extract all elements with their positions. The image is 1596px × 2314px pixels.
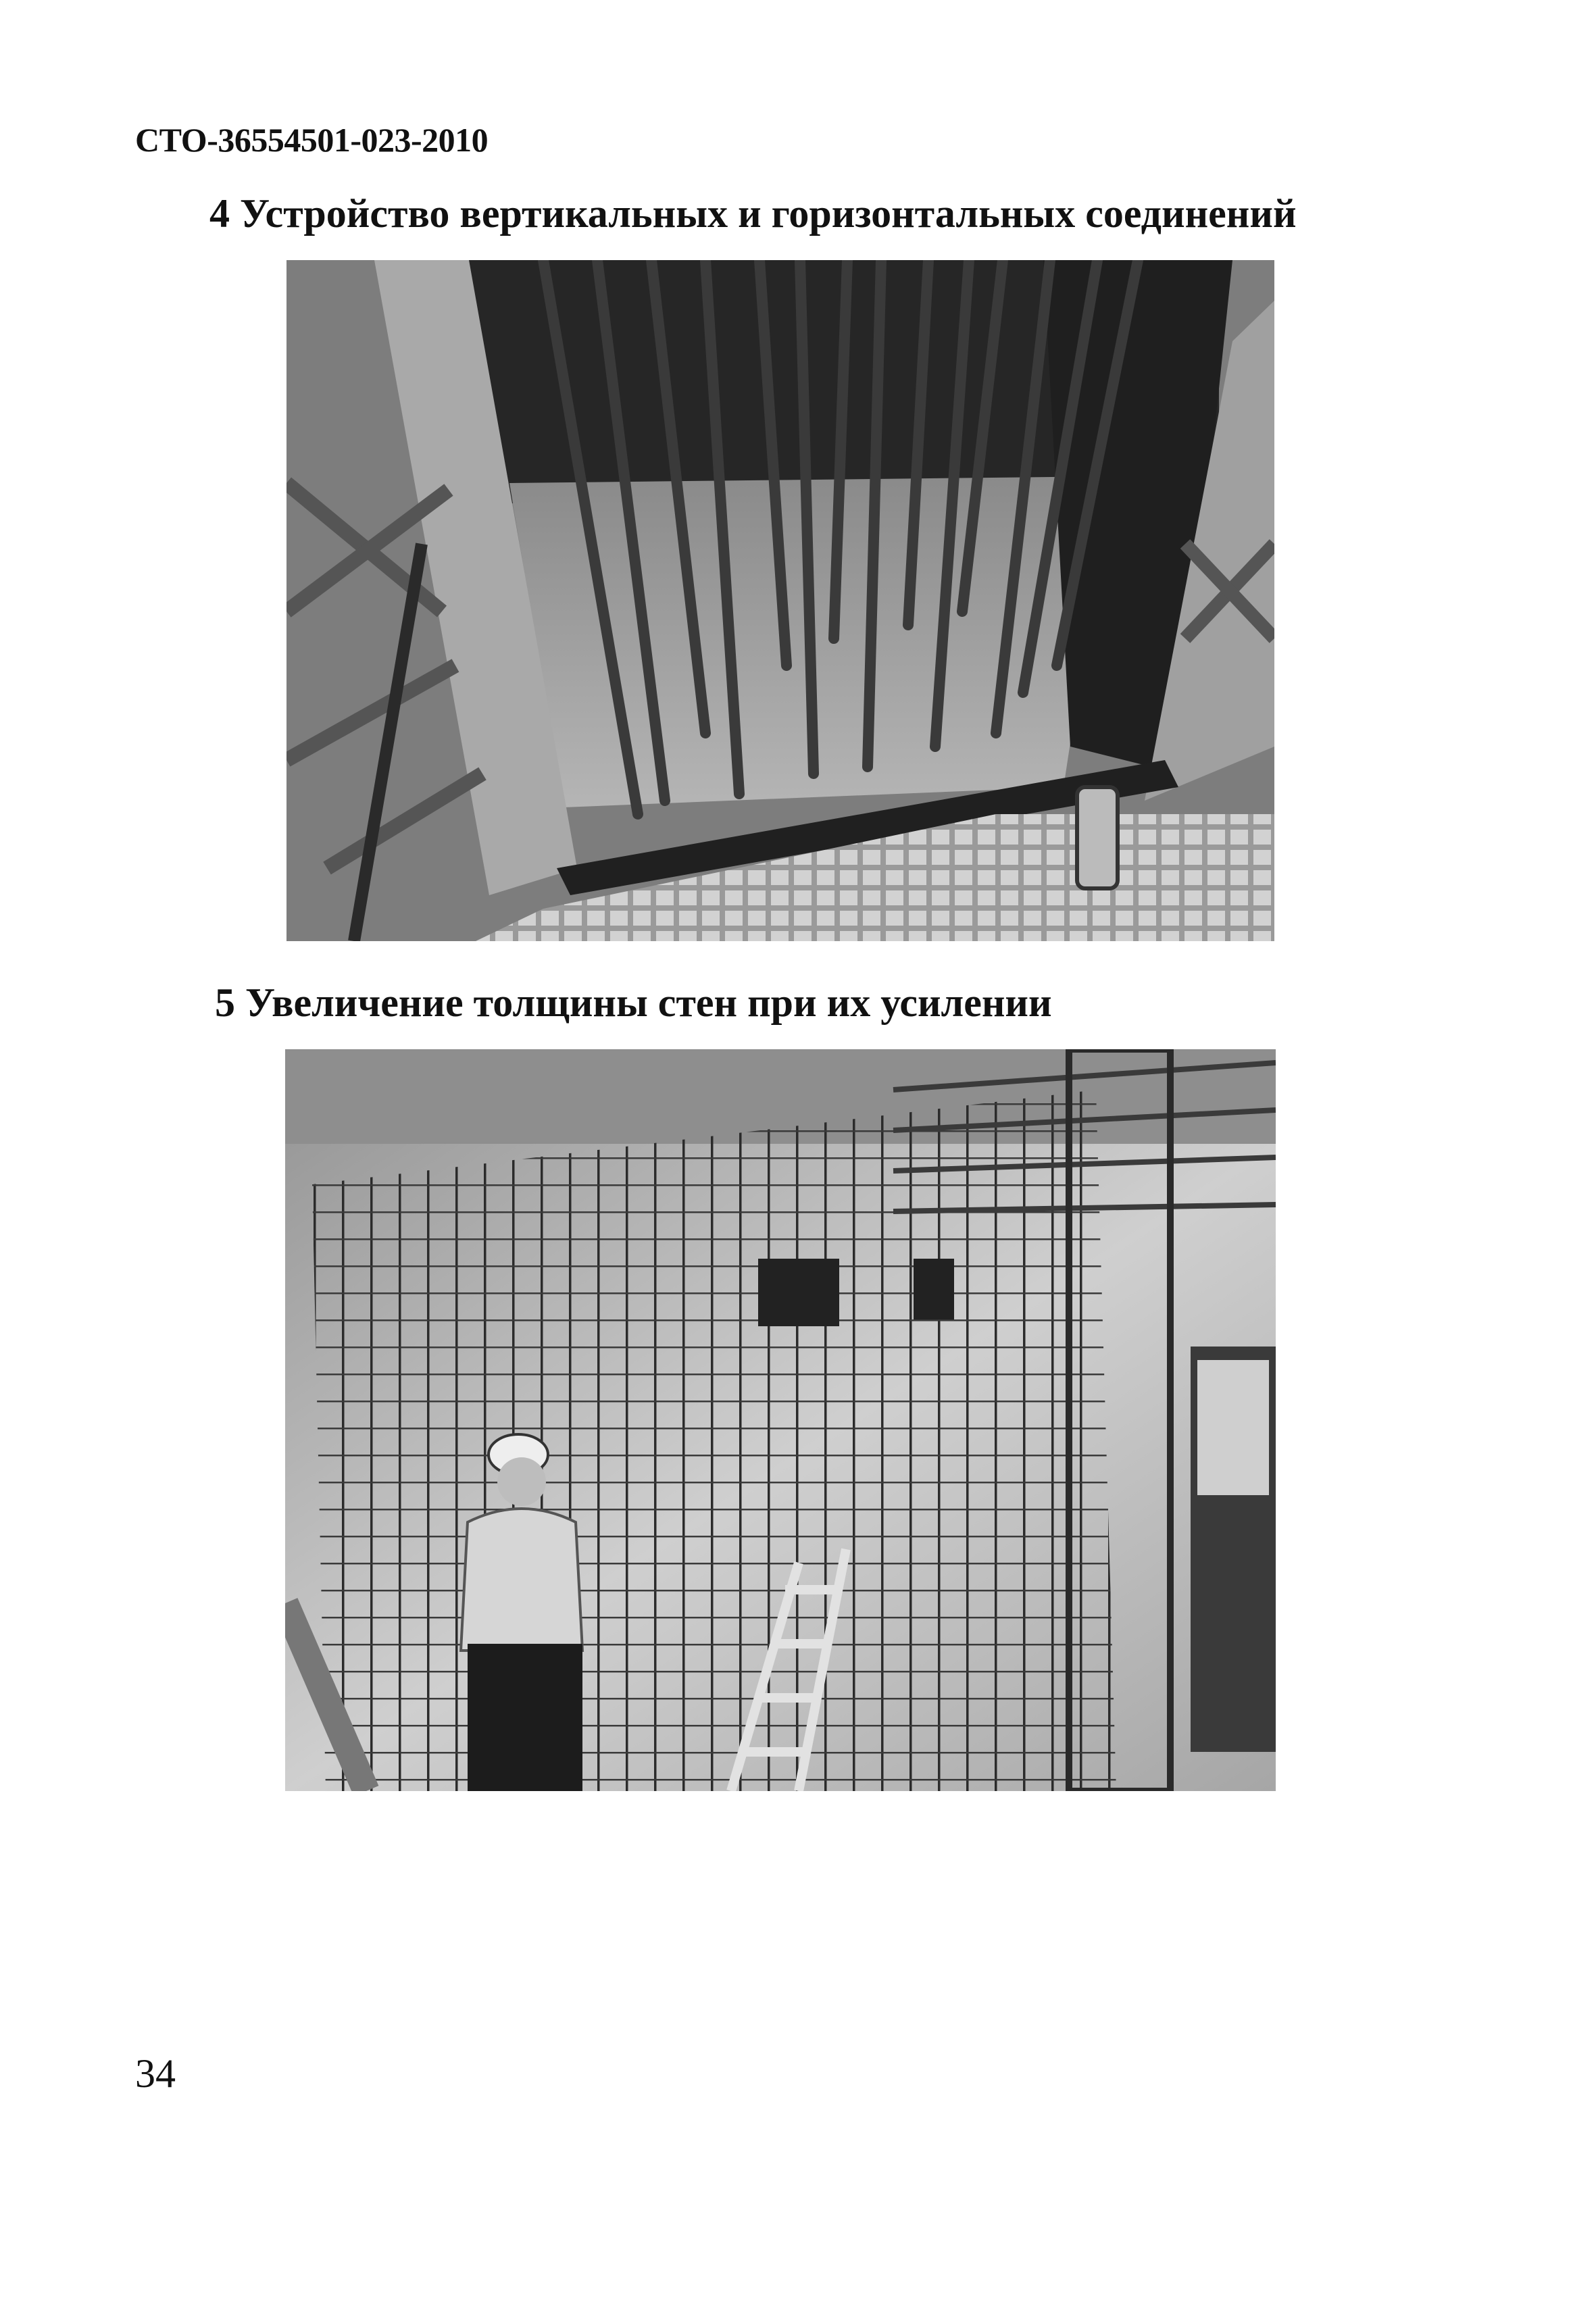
figure-4-caption: 4 Устройство вертикальных и горизонтальных соединений	[209, 191, 1297, 236]
figure-4-photo	[286, 260, 1274, 941]
figure-5-caption: 5 Увеличение толщины стен при их усилении	[215, 980, 1052, 1025]
reinforcement-mesh-photo-illustration	[285, 1049, 1276, 1791]
page-number: 34	[135, 2051, 176, 2096]
document-code: СТО-36554501-023-2010	[135, 121, 489, 159]
rebar-joint-photo-illustration	[286, 260, 1274, 941]
figure-5-photo	[285, 1049, 1276, 1791]
